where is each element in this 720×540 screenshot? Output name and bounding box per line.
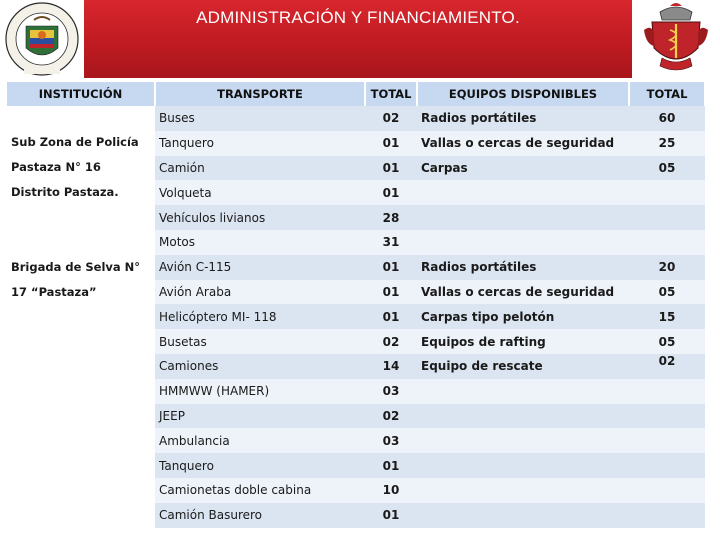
transporte-total-cell: 02 [365, 404, 417, 429]
equipo-cell: Carpas tipo pelotón [417, 304, 629, 329]
equipo-total-cell [629, 230, 705, 255]
institucion-name: Brigada de Selva N° 17 “Pastaza” [11, 259, 141, 299]
transporte-total-cell: 28 [365, 205, 417, 230]
transporte-total-cell: 02 [365, 106, 417, 131]
transporte-cell: Motos [155, 230, 365, 255]
military-crest-icon [632, 0, 720, 78]
equipo-cell [417, 453, 629, 478]
table-row [7, 106, 705, 131]
equipo-total-cell [629, 205, 705, 230]
transporte-total-cell: 01 [365, 453, 417, 478]
equipo-total-cell: 05 [629, 329, 705, 354]
institucion-cell [7, 255, 155, 528]
transporte-cell: Camionetas doble cabina [155, 478, 365, 503]
table-header-row [7, 82, 705, 106]
transporte-total-cell: 01 [365, 280, 417, 305]
equipo-total-cell: 20 [629, 255, 705, 280]
equipo-total-cell: 15 [629, 304, 705, 329]
equipo-total-cell [629, 404, 705, 429]
equipo-cell: Equipos de rafting [417, 329, 629, 354]
resources-table [7, 82, 706, 528]
transporte-total-cell: 10 [365, 478, 417, 503]
transporte-cell: Helicóptero MI- 118 [155, 304, 365, 329]
transporte-cell: Ambulancia [155, 428, 365, 453]
equipo-total-cell [629, 428, 705, 453]
transporte-cell: Tanquero [155, 453, 365, 478]
equipo-cell [417, 230, 629, 255]
transporte-cell: JEEP [155, 404, 365, 429]
transporte-total-cell: 01 [365, 156, 417, 181]
header-transporte: TRANSPORTE [155, 82, 365, 106]
equipo-cell [417, 180, 629, 205]
equipo-total-cell: 05 [629, 156, 705, 181]
transporte-cell: Volqueta [155, 180, 365, 205]
equipo-cell: Carpas [417, 156, 629, 181]
equipo-cell: Radios portátiles [417, 255, 629, 280]
equipo-cell [417, 379, 629, 404]
equipo-cell: Radios portátiles [417, 106, 629, 131]
transporte-total-cell: 01 [365, 503, 417, 528]
equipo-cell [417, 503, 629, 528]
transporte-cell: HMMWW (HAMER) [155, 379, 365, 404]
equipo-total-cell: 02 [629, 354, 705, 379]
transporte-total-cell: 02 [365, 329, 417, 354]
equipo-cell: Vallas o cercas de seguridad [417, 131, 629, 156]
transporte-total-cell: 01 [365, 131, 417, 156]
header-equipos: EQUIPOS DISPONIBLES [417, 82, 629, 106]
transporte-total-cell: 01 [365, 304, 417, 329]
institucion-name: Sub Zona de Policía Pastaza N° 16 Distrito Pastaza. [11, 135, 139, 199]
equipo-cell: Vallas o cercas de seguridad [417, 280, 629, 305]
transporte-cell: Busetas [155, 329, 365, 354]
equipo-total-cell [629, 379, 705, 404]
transporte-cell: Avión C-115 [155, 255, 365, 280]
equipo-cell: Equipo de rescate [417, 354, 629, 379]
transporte-cell: Avión Araba [155, 280, 365, 305]
escuela-politecnica-ejercito-seal-icon [0, 0, 84, 78]
resources-table-container [7, 82, 705, 540]
transporte-total-cell: 03 [365, 428, 417, 453]
header-total-transporte: TOTAL [365, 82, 417, 106]
header-total-equipos: TOTAL [629, 82, 705, 106]
transporte-total-cell: 03 [365, 379, 417, 404]
transporte-cell: Camión [155, 156, 365, 181]
equipo-total-cell: 60 [629, 106, 705, 131]
institucion-cell [7, 106, 155, 255]
header-institucion: INSTITUCIÓN [7, 82, 155, 106]
equipo-cell [417, 428, 629, 453]
transporte-total-cell: 31 [365, 230, 417, 255]
transporte-total-cell: 01 [365, 255, 417, 280]
equipo-cell [417, 478, 629, 503]
transporte-total-cell: 14 [365, 354, 417, 379]
equipo-total-cell: 05 [629, 280, 705, 305]
transporte-cell: Vehículos livianos [155, 205, 365, 230]
table-row [7, 255, 705, 280]
transporte-total-cell: 01 [365, 180, 417, 205]
transporte-cell: Camión Basurero [155, 503, 365, 528]
equipo-total-cell [629, 180, 705, 205]
equipo-cell [417, 404, 629, 429]
equipo-cell [417, 205, 629, 230]
transporte-cell: Tanquero [155, 131, 365, 156]
equipo-total-cell [629, 503, 705, 528]
equipo-total-cell: 25 [629, 131, 705, 156]
equipo-total-cell [629, 453, 705, 478]
page-title: ADMINISTRACIÓN Y FINANCIAMIENTO. [196, 8, 520, 27]
equipo-total-cell [629, 478, 705, 503]
transporte-cell: Camiones [155, 354, 365, 379]
transporte-cell: Buses [155, 106, 365, 131]
